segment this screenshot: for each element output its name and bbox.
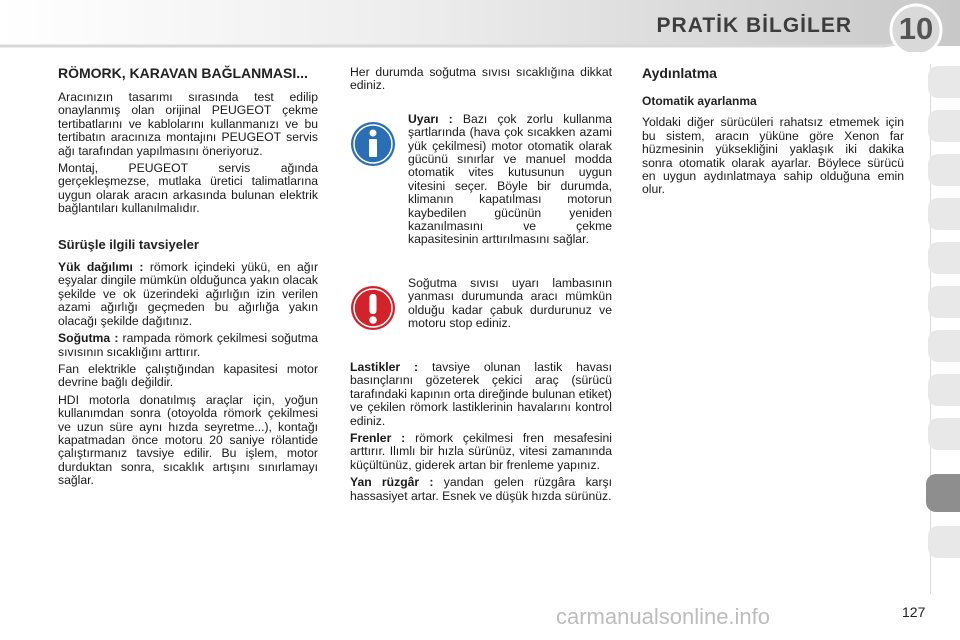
side-tab-3[interactable]: [928, 154, 960, 186]
column-left: [58, 66, 318, 492]
watermark: carmanualsonline.info: [556, 604, 771, 629]
section-title-towing: RÖMORK, KARAVAN BAĞLANMASI...: [58, 65, 308, 81]
paragraph: Fan elektrikle çalıştığından kapasitesi motor devrine bağlı değildir.: [58, 361, 318, 390]
label: Yük dağılımı :: [58, 260, 144, 275]
paragraph-cooling: [58, 332, 318, 359]
label: Frenler :: [350, 430, 406, 445]
text: tavsiye olunan lastik havası basınçlarını gözeterek çekici araç (sürücü tarafındaki kapının orta direğinde bulunan etiket) ve çekilen römork lastiklerinin havalarını kontrol ediniz.: [350, 359, 613, 428]
info-icon: [350, 121, 396, 167]
exclamation-warning-icon: [350, 285, 396, 331]
label: Yan rüzgâr :: [350, 475, 434, 490]
paragraph-crosswind: [350, 476, 612, 503]
warning-note-text: Soğutma sıvısı uyarı lambasının yanması durumunda aracı mümkün olduğu kadar çabuk durdurunuz ve motoru stop ediniz.: [408, 275, 612, 331]
text: yandan gelen rüzgâra karşı hassasiyet artar. Esnek ve düşük hızda sürünüz.: [350, 475, 612, 503]
page-number: 127: [902, 604, 926, 620]
paragraph-tyres: [350, 361, 612, 428]
chapter-number: 10: [898, 11, 934, 46]
column-middle: [350, 66, 612, 507]
label: Lastikler :: [350, 359, 419, 374]
side-tab-9[interactable]: [928, 418, 960, 450]
warning-note: [350, 277, 612, 337]
side-tab-7[interactable]: [928, 330, 960, 362]
page-header: [0, 0, 960, 52]
info-note: [350, 113, 612, 247]
text: römork içindeki yükü, en ağır eşyalar dingile mümkün olduğunca yakın olacak şekilde ve ok üzerindeki ağırlığın izin verilen azami ağırlığı geçmeden bu ağırlığa yakın olacağı şekilde dağıtınız.: [58, 260, 319, 328]
paragraph: HDI motorla donatılmış araçlar için, yoğun kullanımdan sonra (otoyolda römork çekilmesi ve uzun süre aynı hızda seyretme...), kontağı kapatmadan önce motoru 20 saniye rölantide çalıştırmanız tavsiye edilir. Bu işlem, motor durduktan sonra, sıcaklık artışını sınırlamayı sağlar.: [58, 392, 318, 488]
side-tab-10-active[interactable]: [926, 474, 960, 512]
paragraph: Aracınızın tasarımı sırasında test edilip onaylanmış olan orijinal PEUGEOT çekme tertibatlarını ve kablolarını kullanmanızı ve bu tertibatın aracınıza montajını PEUGEOT servis ağı tarafından yapılmasını öneriyoruz.: [58, 90, 318, 158]
text: römork çekilmesi fren mesafesini arttırır. Ilımlı bir hızla sürünüz, vitesi zamanında küçültünüz, giderek artan bir frenleme yapınız.: [350, 430, 612, 472]
side-tab-8[interactable]: [928, 374, 960, 406]
paragraph-brakes: [350, 432, 612, 472]
side-tab-1[interactable]: [928, 66, 960, 98]
label: Uyarı :: [408, 111, 453, 126]
paragraph: Montaj, PEUGEOT servis ağında gerçekleşmezse, mutlaka üretici talimatlarına uygun olarak aracın arkasında bulunan elektrik bağlantıları kullanılmalıdır.: [58, 161, 318, 216]
column-right: [642, 66, 904, 201]
side-tab-rail: [930, 64, 960, 594]
section-title-driving-advice: Sürüşle ilgili tavsiyeler: [58, 236, 199, 252]
side-tab-4[interactable]: [928, 198, 960, 230]
label: Soğutma :: [58, 331, 119, 346]
text: rampada römork çekilmesi soğutma sıvısının sıcaklığını arttırır.: [58, 331, 318, 359]
side-tab-5[interactable]: [928, 242, 960, 274]
side-tab-6[interactable]: [928, 286, 960, 318]
text: Bazı çok zorlu kullanma şartlarında (hava çok sıcakken azami yük çekilmesi) motor otomatik olarak gücünü sınırlar ve manuel modda otomatik vites kutusunun uygun vitesini seçer. Böyle bir durumda, klimanın kapatılması motorun kaybedilen gücünün yeniden kazanılmasını ve çekme kapasitesinin arttırılmasını sağlar.: [408, 111, 612, 247]
paragraph: Yoldaki diğer sürücüleri rahatsız etmemek için bu sistem, aracın yüküne göre Xenon far hüzmesinin yüksekliğini yaklaşık iki dakika sonra otomatik olarak ayarlar. Böylece sürücü en uygun aydınlatmaya sahip olduğuna emin olur.: [642, 115, 904, 197]
side-tab-2[interactable]: [928, 110, 960, 142]
side-tab-11[interactable]: [928, 526, 960, 558]
paragraph-load: [58, 261, 318, 328]
chapter-title: PRATİK BİLGİLER: [656, 14, 852, 37]
paragraph: Her durumda soğutma sıvısı sıcaklığına dikkat ediniz.: [350, 65, 612, 93]
subsection-title: Otomatik ayarlanma: [642, 94, 757, 108]
section-title-lighting: Aydınlatma: [642, 65, 717, 81]
